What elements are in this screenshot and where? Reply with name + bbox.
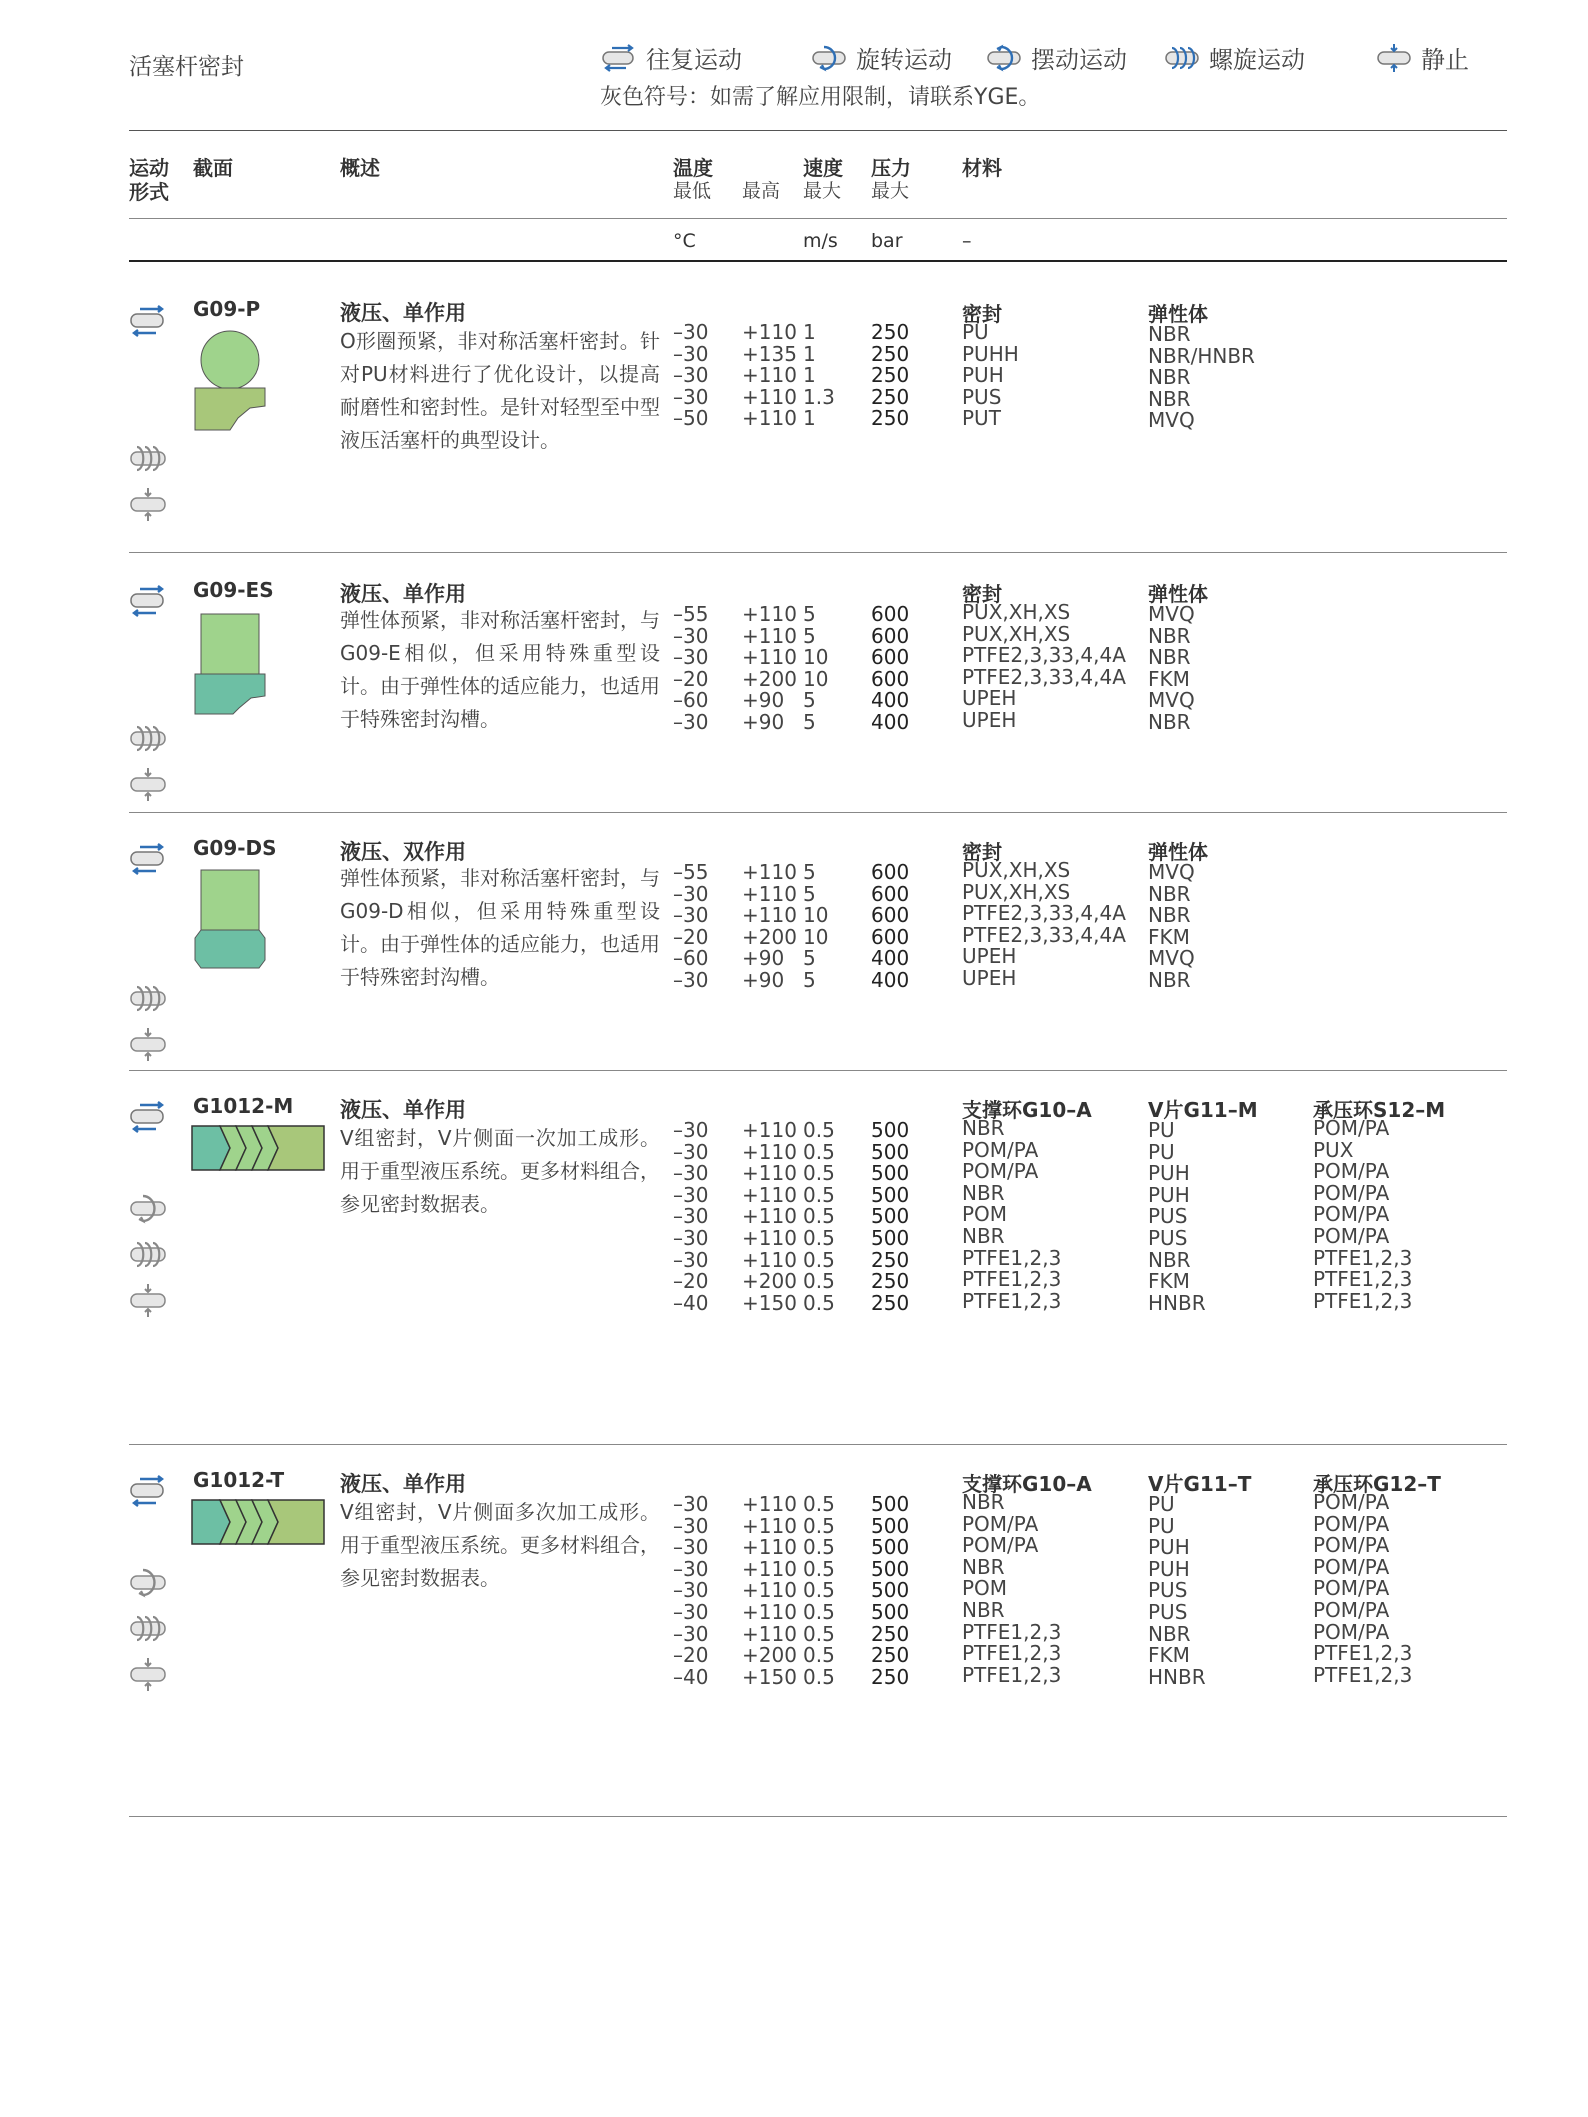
speed-values: 5 5 10 10 5 5 xyxy=(803,602,829,734)
page-title: 活塞杆密封 xyxy=(129,54,244,80)
cross-section-g09-p xyxy=(190,330,270,434)
row-code: G1012-T xyxy=(193,1468,285,1492)
speed-values: 5 5 10 10 5 5 xyxy=(803,860,829,992)
temp-max-values: +110 +135 +110 +110 +110 xyxy=(742,320,797,431)
col-head-motion-line1: 运动 xyxy=(129,156,169,180)
legend-helical xyxy=(1163,40,1305,75)
material-head: 密封 xyxy=(962,840,1002,864)
row-description: O形圈预紧，非对称活塞杆密封。针对PU材料进行了优化设计，以提高耐磨性和密封性。是针对轻型至中型液压活塞杆的典型设计。 xyxy=(340,329,660,452)
row-description: V组密封，V片侧面一次加工成形。用于重型液压系统。更多材料组合，参见密封数据表。 xyxy=(340,1126,660,1216)
temp-max-values: +110 +110 +110 +110 +110 +110 +110 +200 +150 xyxy=(742,1118,797,1315)
helical-icon xyxy=(128,980,168,1016)
static-icon xyxy=(128,1656,168,1692)
col-head-section: 截面 xyxy=(193,156,233,180)
rotary-icon xyxy=(810,43,848,73)
support-ring-values: NBR POM/PA POM/PA NBR POM NBR PTFE1,2,3 PTFE1,2,3 PTFE1,2,3 xyxy=(962,1490,1062,1687)
speed-values: 0.5 0.5 0.5 0.5 0.5 0.5 0.5 0.5 0.5 xyxy=(803,1492,835,1689)
helical-icon xyxy=(128,1610,168,1646)
static-icon xyxy=(128,1026,168,1062)
temp-max-values: +110 +110 +110 +110 +110 +110 +110 +200 +150 xyxy=(742,1492,797,1689)
divider xyxy=(129,130,1507,131)
col-head-pressure-max: 最大 xyxy=(871,180,910,202)
reciprocating-icon xyxy=(128,1472,168,1508)
temp-min-values: –30 –30 –30 –30 –50 xyxy=(673,320,709,431)
static-icon xyxy=(128,1282,168,1318)
temp-min-values: –30 –30 –30 –30 –30 –30 –30 –20 –40 xyxy=(673,1492,709,1689)
oscillating-icon xyxy=(985,43,1023,73)
helical-icon xyxy=(128,1236,168,1272)
col-head-motion xyxy=(129,156,169,204)
cross-section-g09-ds xyxy=(193,868,269,972)
rotary-icon xyxy=(128,1190,168,1226)
row-title: 液压、双作用 xyxy=(340,840,466,864)
speed-values: 0.5 0.5 0.5 0.5 0.5 0.5 0.5 0.5 0.5 xyxy=(803,1118,835,1315)
temp-min-values: –55 –30 –30 –20 –60 –30 xyxy=(673,860,709,992)
col-head-temp: 温度 xyxy=(673,156,713,180)
material-head: 密封 xyxy=(962,302,1002,326)
helical-icon xyxy=(128,720,168,756)
static-icon xyxy=(128,486,168,522)
row-code: G09-P xyxy=(193,297,261,321)
rotary-icon xyxy=(128,1564,168,1600)
row-code: G09-DS xyxy=(193,836,277,860)
temp-min-values: –55 –30 –30 –20 –60 –30 xyxy=(673,602,709,734)
legend-label: 往复运动 xyxy=(646,46,742,74)
material-head: 承压环G12–T xyxy=(1313,1472,1441,1496)
v-ring-values: PU PU PUH PUH PUS PUS NBR FKM HNBR xyxy=(1148,1492,1206,1689)
pressure-ring-values: POM/PA POM/PA POM/PA POM/PA POM/PA POM/PA POM/PA PTFE1,2,3 PTFE1,2,3 xyxy=(1313,1490,1413,1687)
divider xyxy=(129,260,1507,262)
cross-section-g1012-m xyxy=(190,1124,326,1172)
row-title: 液压、单作用 xyxy=(340,1098,466,1122)
pressure-values: 600 600 600 600 400 400 xyxy=(871,602,910,734)
static-icon xyxy=(128,766,168,802)
seal-material-values: PUX,XH,XS PUX,XH,XS PTFE2,3,33,4,4A PTFE2,3,33,4,4A UPEH UPEH xyxy=(962,858,1126,990)
material-head: 弹性体 xyxy=(1148,302,1208,326)
material-head: 弹性体 xyxy=(1148,582,1208,606)
temp-max-values: +110 +110 +110 +200 +90 +90 xyxy=(742,860,797,992)
col-head-pressure: 压力 xyxy=(871,156,911,180)
legend-oscillating xyxy=(985,40,1127,75)
legend-rotary xyxy=(810,40,952,75)
helical-icon xyxy=(128,440,168,476)
row-code: G09-ES xyxy=(193,578,274,602)
unit-material: – xyxy=(962,230,972,252)
col-head-temp-max: 最高 xyxy=(742,180,781,202)
row-title: 液压、单作用 xyxy=(340,301,466,325)
divider xyxy=(129,218,1507,219)
unit-pressure: bar xyxy=(871,230,903,252)
cross-section-g09-es xyxy=(193,612,269,716)
helical-icon xyxy=(1163,43,1201,73)
pressure-values: 250 250 250 250 250 xyxy=(871,320,910,431)
support-ring-values: NBR POM/PA POM/PA NBR POM NBR PTFE1,2,3 PTFE1,2,3 PTFE1,2,3 xyxy=(962,1116,1062,1313)
material-head: 支撑环G10–A xyxy=(962,1098,1092,1122)
pressure-values: 500 500 500 500 500 500 250 250 250 xyxy=(871,1492,910,1689)
row-description: 弹性体预紧，非对称活塞杆密封，与G09-D相似，但采用特殊重型设计。由于弹性体的适应能力，也适用于特殊密封沟槽。 xyxy=(340,866,660,989)
row-title: 液压、单作用 xyxy=(340,582,466,606)
seal-material-values: PUX,XH,XS PUX,XH,XS PTFE2,3,33,4,4A PTFE2,3,33,4,4A UPEH UPEH xyxy=(962,600,1126,732)
reciprocating-icon xyxy=(128,1098,168,1134)
legend-label: 静止 xyxy=(1421,46,1469,74)
row-description: V组密封，V片侧面多次加工成形。用于重型液压系统。更多材料组合，参见密封数据表。 xyxy=(340,1500,660,1590)
reciprocating-icon xyxy=(128,582,168,618)
static-icon xyxy=(1375,43,1413,73)
material-head: V片G11–M xyxy=(1148,1098,1258,1122)
v-ring-values: PU PU PUH PUH PUS PUS NBR FKM HNBR xyxy=(1148,1118,1206,1315)
elastomer-values: MVQ NBR NBR FKM MVQ NBR xyxy=(1148,602,1195,734)
temp-min-values: –30 –30 –30 –30 –30 –30 –30 –20 –40 xyxy=(673,1118,709,1315)
divider xyxy=(129,812,1507,813)
divider xyxy=(129,1070,1507,1071)
temp-max-values: +110 +110 +110 +200 +90 +90 xyxy=(742,602,797,734)
speed-values: 1 1 1 1.3 1 xyxy=(803,320,835,431)
unit-temp: °C xyxy=(673,230,696,252)
material-head: 密封 xyxy=(962,582,1002,606)
legend-reciprocating xyxy=(600,40,742,75)
col-head-speed-max: 最大 xyxy=(803,180,842,202)
elastomer-values: NBR NBR/HNBR NBR NBR MVQ xyxy=(1148,322,1255,433)
divider xyxy=(129,1444,1507,1445)
seal-material-values: PU PUHH PUH PUS PUT xyxy=(962,320,1019,431)
material-head: V片G11–T xyxy=(1148,1472,1252,1496)
unit-speed: m/s xyxy=(803,230,838,252)
cross-section-g1012-t xyxy=(190,1498,326,1546)
divider xyxy=(129,552,1507,553)
material-head: 弹性体 xyxy=(1148,840,1208,864)
material-head: 支撑环G10–A xyxy=(962,1472,1092,1496)
row-description: 弹性体预紧，非对称活塞杆密封，与G09-E相似，但采用特殊重型设计。由于弹性体的适应能力，也适用于特殊密封沟槽。 xyxy=(340,608,660,731)
pressure-values: 600 600 600 600 400 400 xyxy=(871,860,910,992)
legend-static xyxy=(1375,40,1469,75)
reciprocating-icon xyxy=(128,840,168,876)
pressure-ring-values: POM/PA PUX POM/PA POM/PA POM/PA POM/PA PTFE1,2,3 PTFE1,2,3 PTFE1,2,3 xyxy=(1313,1116,1413,1313)
row-title: 液压、单作用 xyxy=(340,1472,466,1496)
col-head-overview: 概述 xyxy=(340,156,380,180)
material-head: 承压环S12–M xyxy=(1313,1098,1446,1122)
pressure-values: 500 500 500 500 500 500 250 250 250 xyxy=(871,1118,910,1315)
reciprocating-icon xyxy=(128,302,168,338)
divider xyxy=(129,1816,1507,1817)
legend-label: 旋转运动 xyxy=(856,46,952,74)
row-code: G1012-M xyxy=(193,1094,294,1118)
legend-note: 灰色符号：如需了解应用限制，请联系YGE。 xyxy=(600,85,1041,110)
col-head-temp-min: 最低 xyxy=(673,180,712,202)
reciprocating-icon xyxy=(600,43,638,73)
col-head-motion-line2: 形式 xyxy=(129,180,169,204)
elastomer-values: MVQ NBR NBR FKM MVQ NBR xyxy=(1148,860,1195,992)
legend-label: 摆动运动 xyxy=(1031,46,1127,74)
col-head-speed: 速度 xyxy=(803,156,843,180)
col-head-material: 材料 xyxy=(962,156,1002,180)
legend-label: 螺旋运动 xyxy=(1209,46,1305,74)
